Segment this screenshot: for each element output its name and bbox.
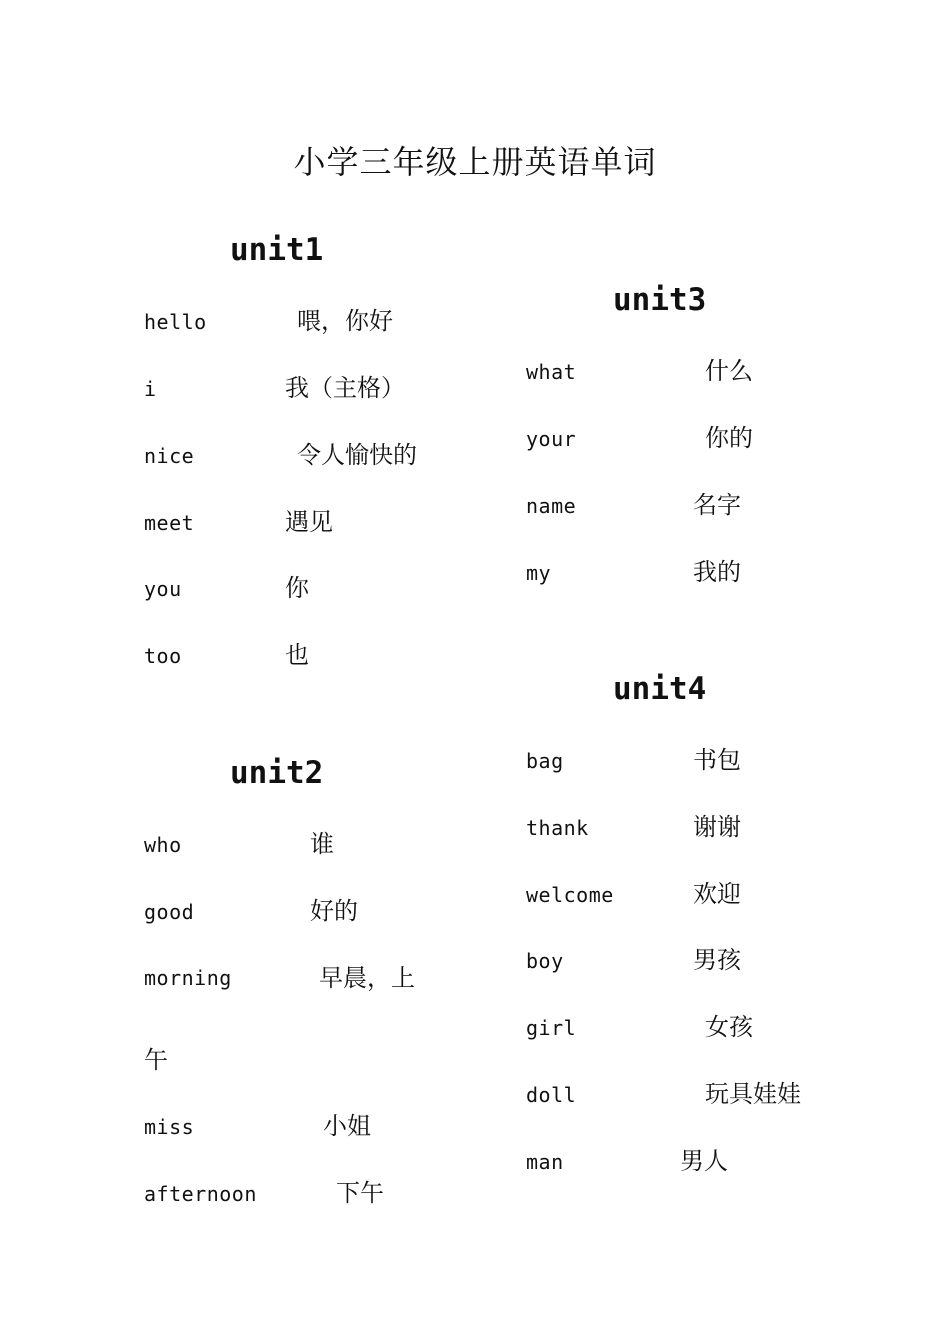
word-zh: 喂，你好 (297, 307, 393, 335)
unit2-heading: unit2 (230, 755, 324, 791)
word-zh: 我（主格） (285, 374, 405, 402)
word-zh: 我的 (693, 558, 741, 586)
word-en: thank (526, 816, 589, 840)
word-zh: 男孩 (693, 946, 741, 974)
word-zh: 什么 (705, 357, 753, 385)
word-en: your (526, 427, 577, 451)
word-zh-continuation: 午 (144, 1046, 168, 1074)
page-title: 小学三年级上册英语单词 (293, 143, 657, 181)
word-zh: 男人 (680, 1147, 728, 1175)
word-en: what (526, 360, 577, 384)
word-en: miss (144, 1115, 195, 1139)
word-zh: 也 (285, 641, 309, 669)
word-en: bag (526, 749, 564, 773)
word-en: name (526, 494, 577, 518)
word-en: doll (526, 1083, 577, 1107)
word-en: morning (144, 966, 232, 990)
word-zh: 玩具娃娃 (705, 1080, 801, 1108)
word-en: welcome (526, 883, 614, 907)
word-en: girl (526, 1016, 577, 1040)
word-zh: 谁 (310, 830, 334, 858)
word-zh: 你的 (705, 424, 753, 452)
word-zh: 欢迎 (693, 880, 741, 908)
word-zh: 谢谢 (693, 813, 741, 841)
word-zh: 书包 (693, 746, 741, 774)
unit1-heading: unit1 (230, 232, 324, 268)
word-zh: 下午 (336, 1179, 384, 1207)
word-en: man (526, 1150, 564, 1174)
word-zh: 女孩 (705, 1013, 753, 1041)
word-zh: 名字 (693, 491, 741, 519)
word-en: i (144, 377, 157, 401)
word-zh: 遇见 (285, 508, 333, 536)
unit4-heading: unit4 (613, 671, 707, 707)
word-zh: 小姐 (323, 1112, 371, 1140)
word-en: good (144, 900, 195, 924)
word-zh: 你 (285, 574, 309, 602)
word-en: you (144, 577, 182, 601)
word-zh: 好的 (310, 897, 358, 925)
word-en: nice (144, 444, 195, 468)
word-en: who (144, 833, 182, 857)
word-zh: 令人愉快的 (297, 441, 417, 469)
unit3-heading: unit3 (613, 282, 707, 318)
word-en: my (526, 561, 552, 585)
word-en: hello (144, 310, 207, 334)
word-en: afternoon (144, 1182, 257, 1206)
word-en: meet (144, 511, 195, 535)
word-en: boy (526, 949, 564, 973)
word-zh: 早晨，上 (319, 964, 415, 992)
word-en: too (144, 644, 182, 668)
